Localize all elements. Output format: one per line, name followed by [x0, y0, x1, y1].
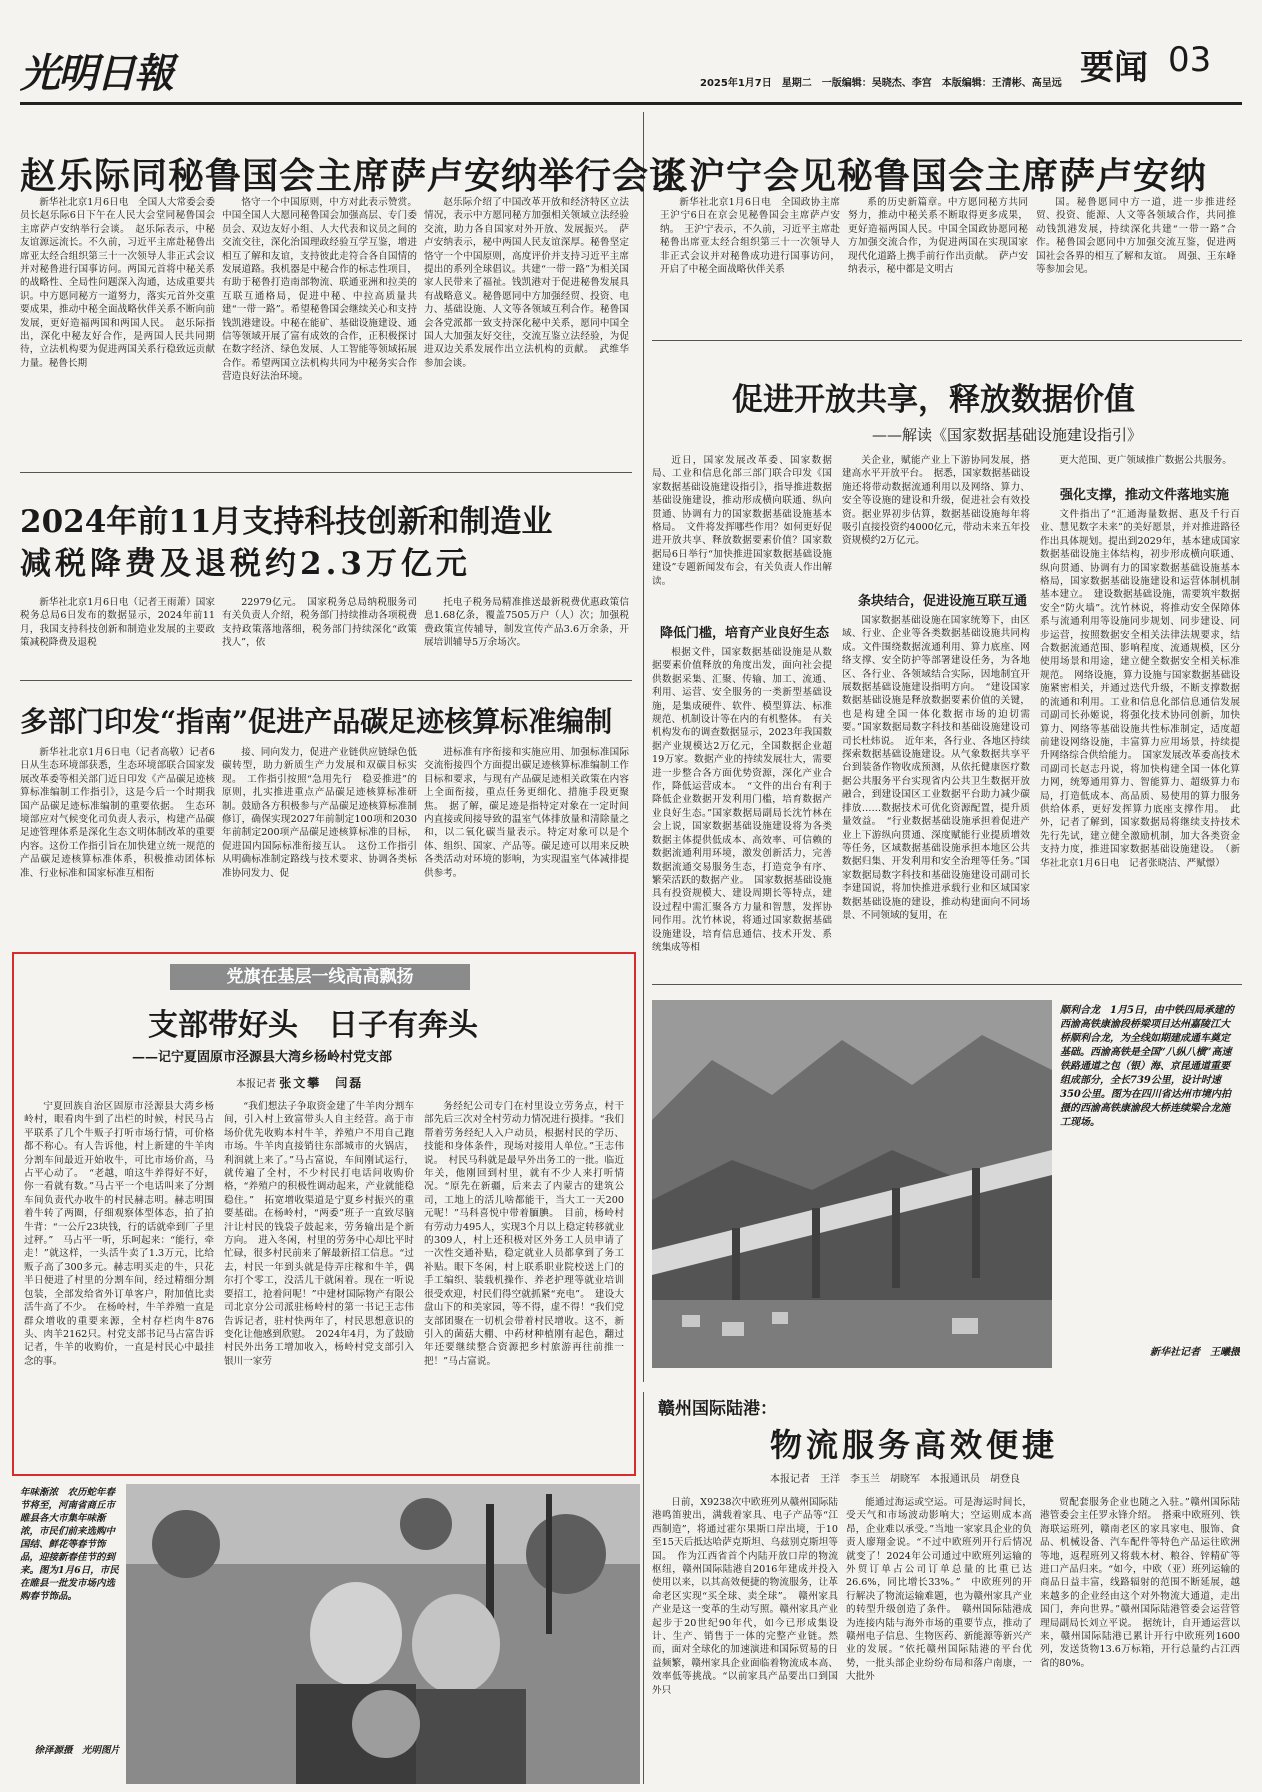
article-title: 促进开放共享，释放数据价值 — [732, 382, 1135, 418]
article-body: 新华社北京1月6日电 全国政协主席王沪宁6日在京会见秘鲁国会主席萨卢安纳。 王沪宁表示，不久前，习近平主席赴秘鲁出席亚太经合组织第三十一次领导人非正式会议并对秘鲁成功进行国事访问，开启了中秘全面战略伙伴关系 — [660, 197, 840, 276]
divider — [20, 680, 632, 681]
article-body: 新华社北京1月6日电（记者高敬）记者6日从生态环境部获悉，生态环境部联合国家发展改革委等相关部门近日印发《产品碳足迹核算标准编制工作指引》，这是今后一个时期我国产品碳足迹标准编制的重要依据。 生态环境部应对气候变化司负责人表示，构建产品碳足迹管理体系是深化生态文明体制改革的重要内容。这份工作指引旨在加快建立统一规范的产品碳足迹核算标准体系，积极推动团体标准、行业标准和国家标准互相衔 — [20, 747, 215, 879]
article-body: 更大范围、更广领域推广数据公共服务。 — [1059, 455, 1232, 466]
article-minihead: 降低门槛，培育产业良好生态 — [660, 626, 830, 641]
section-title: 要闻 — [1080, 48, 1148, 88]
divider — [652, 340, 1242, 341]
article-body: “我们想法子争取资金建了牛羊肉分割车间，引入村上致富带头人自主经营。高于市场价优先收购本村牛羊，养殖户不用自己跑市场。牛羊肉直接销往东部城市的火锅店，利润就上来了。”马占富说，车间刚试运行，就传遍了全村，不少村民打电话问收购价格，“养殖户的积极性调动起来，产业就能稳稳住。” 拓宽增收渠道是宁夏乡村振兴的重要基础。在杨岭村，“两委”班子一直致尽脑汁让村民的钱袋子鼓起来，劳务输出是个新方向。 进入冬闲，村里的劳务中心却比平时忙碌，很多村民前来了解最新招工信息。“过去，村民一年到头就是侍弄庄稼和牛羊，偶尔打个零工，没活儿干就闲着。现在一听说要招工，抢着问呢！”中建材国际物产有限公司北京分公司派驻杨岭村的第一书记王志伟告诉记者，驻村快两年了，村民思想意识的变化让他感到欣慰。 2024年4月，为了鼓励村民外出务工增加收入，杨岭村党支部引入银川一家劳 — [224, 1101, 414, 1367]
divider — [652, 984, 1242, 985]
article-body: 托电子税务局精准推送最新税费优惠政策信息1.68亿条，覆盖7505万户（人）次；加强税费政策宣传辅导，制发宣传产品3.6万余条，开展培训辅导5万余场次。 — [424, 597, 629, 649]
article-byline — [236, 1074, 363, 1091]
article-body: 系的历史新篇章。中方愿同秘方共同努力，推动中秘关系不断取得更多成果，更好造福两国人民。中国全国政协愿同秘方加强交流合作，为促进两国在实现国家现代化道路上携手前行作出贡献。 萨卢安纳表示，秘中都是文明古 — [848, 197, 1028, 276]
article-title: 支部带好头 日子有奔头 — [148, 1008, 478, 1043]
article-kicker: 赣州国际陆港： — [658, 1399, 777, 1419]
article-body: 宁夏回族自治区固原市泾源县大湾乡杨岭村，眼看肉牛到了出栏的时候，村民马占平联系了几个牛贩子打听市场行情，可价格都不称心。有人告诉他，村上新建的牛羊肉分割车间最近开始收牛，可比市场价高，马占平心动了。 “老越，咱这牛养得好不好，你一看就有数。”马占平一个电话叫来了分割车间负责代办收牛的村民赫志明。赫志明围着牛转了两圈，仔细观察体型体态，拍了拍牛背：“一公斤23块钱，行的话就牵到厂子里过秤。” 马占平一听，乐呵起来：“能行，牵走！”就这样，一头活牛卖了1.3万元，比给贩子高了300多元。赫志明买走的牛，只花半日便进了村里的分割车间，经过精细分割包装，全部发给省外订单客户，附加值比卖活牛高了不少。 在杨岭村，牛羊养殖一直是群众增收的重要来源，全村存栏肉牛876头、肉羊2162只。村党支部书记马占富告诉记者，牛羊的收购价，一直是村民心中最挂念的事。 — [24, 1101, 214, 1367]
article-subtitle: ——记宁夏固原市泾源县大湾乡杨岭村党支部 — [132, 1050, 393, 1065]
photo-credit: 新华社记者 王曦摄 — [1150, 1347, 1240, 1358]
byline-label: 本报记者 — [236, 1079, 276, 1090]
article-title: 多部门印发“指南”促进产品碳足迹核算标准编制 — [20, 705, 613, 738]
article-body: 文件指出了“汇通海量数据、惠及千行百业、慧见数字未来”的美好愿景，并对推进路径作出具体规划。提出到2029年，基本建成国家数据基础设施主体结构，初步形成横向联通、纵向贯通、协调有力的国家数据基础设施基本格局，国家数据基础设施建设和运营体制机制基本建立。 建设数据基础设施，需要筑牢数据安全“防火墙”。沈竹林说，将推动安全保障体系与流通利用等设施同步规划、同步建设、同步运营，按照数据安全相关法律法规要求，结合数据流通范围、影响程度、流通规模，区分使用场景和用途，建立健全数据安全相关标准规范。 网络设施，算力设施与国家数据基础设施紧密相关，并通过迭代升级，不断支撑数据的流通和利用。工业和信息化部信息通信发展司副司长孙姬说，将强化技术协同创新，加快算力、网络等基础设施共性标准制定，适度超前建设网络设施，丰富算力应用场景，持续提升网络综合供给能力。 国家发展改革委高技术司副司长赵志丹说，将加快构建全国一体化算力网，统筹通用算力、智能算力、超级算力布局，打造低成本、高品质、易使用的算力服务供给体系，更好发挥算力底座支撑作用。 此外，记者了解到，国家数据局将继续支持技术先行先试，建立健全激励机制，加大各类资金支持力度，推进国家数据基础设施建设。 （新华社北京1月6日电 记者张晓洁、严赋憬） — [1040, 509, 1240, 869]
photo-credit: 徐泽源摄 光明图片 — [34, 1745, 120, 1756]
article-body: 接、同向发力，促进产业链供应链绿色低碳转型，助力新质生产力发展和双碳目标实现。 工作指引按照“急用先行 稳妥推进”的原则，扎实推进重点产品碳足迹核算标准研制。鼓励各方积极参与产品碳足迹核算标准制修订，确保实现2027年前制定100项和2030年前制定200项产品碳足迹核算标准的目标，促进国内国际标准衔接互认。 这份工作指引从明确标准制定路线与技术要求、协调各类标准协同发力、促 — [222, 747, 417, 879]
article-body: 根据文件，国家数据基础设施是从数据要素价值释放的角度出发，面向社会提供数据采集、汇聚、传输、加工、流通、利用、运营、安全服务的一类新型基础设施，是集成硬件、软件、模型算法、标准规范、机制设计等在内的有机整体。 有关机构发布的调查数据显示，2023年我国数据产业规模达2万亿元，全国数据企业超19万家。数据产业的持续发展壮大，需要进一步整合各方面优势资源，深化产业合作，降低运营成本。 “文件的出台有利于降低企业数据开发利用门槛，培育数据产业良好生态。”国家数据局副局长沈竹林在会上说，国家数据基础设施建设将为各类数据主体提供低成本、高效率、可信赖的数据流通利用环境，激发创新活力，完善数据流通交易服务生态，打造竞争有序、繁荣活跃的数据产业。 国家数据基础设施具有投资规模大、建设周期长等特点，建设过程中需汇聚各方力量和智慧，发挥协同作用。沈竹林说，将通过国家数据基础设施建设，培育信息通信、技术开发、系统集成等相 — [652, 647, 832, 953]
article-body: 22979亿元。 国家税务总局纳税服务司有关负责人介绍，税务部门持续推动各项税费支持政策落地落细，税务部门持续深化“政策找人”，依 — [222, 597, 417, 649]
news-photo-market — [126, 1484, 640, 1784]
masthead-rule — [20, 102, 1242, 105]
article-body: 近日，国家发展改革委、国家数据局、工业和信息化部三部门联合印发《国家数据基础设施建设指引》，指导推进数据基础设施建设，推动形成横向联通、纵向贯通、协调有力的国家数据基础设施基本格局。 文件将发挥哪些作用？如何更好促进开放共享、释放数据要素价值？国家数据局6日举行“加快推进国家数据基础设施建设”专题新闻发布会，有关负责人作出解读。 — [652, 455, 832, 587]
article-title-line1: 2024年前11月支持科技创新和制造业 — [20, 504, 553, 540]
article-minihead: 条块结合，促进设施互联互通 — [858, 594, 1028, 609]
article-body: 务经纪公司专门在村里设立劳务点，村干部先后三次对全村劳动力情况进行摸排。“我们帮着劳务经纪人入户动员，根据村民的学历、技能和身体条件，现场对接用人单位。”王志伟说。 村民马科就是最早外出务工的一批。临近年关，他刚回到村里，就有不少人来打听情况。“原先在新疆，后来去了内蒙古的建筑公司，工地上的活儿啥都能干，当大工一天200元呢！”马科喜悦中带着腼腆。 目前，杨岭村有劳动力495人，实现3个月以上稳定转移就业的309人，村上还积极对区外务工人员申请了一次性交通补贴，稳定就业人员都拿到了务工补贴。眼下冬闲，村上联系职业院校送上门的手工编织、装载机操作、养老护理等就业培训很受欢迎，村民们得空就抓紧“充电”。 建设大盘山下的和美家园，等不得，虚不得！“我们党支部团聚在一切机会带着村民增收。这不，新引入的菌菇大棚、中药材种植刚有起色，翻过年还要继续整合资源把乡村旅游再往前推一把！”马占富说。 — [424, 1101, 624, 1367]
news-photo-bridge — [652, 1000, 1052, 1368]
column-tag: 党旗在基层一线高高飘扬 — [170, 964, 470, 990]
photo-caption: 顺利合龙 1月5日，由中铁四局承建的西渝高铁康渝段桥梁项目达州嘉陵江大桥顺利合龙，为全线如期建成通车奠定基础。西渝高铁是全国“八纵八横”高速铁路通道之包（银）海、京昆通道重要组成部分，全长739公里，设计时速350公里。图为在四川省达州市境内拍摄的西渝高铁康渝段大桥连续梁合龙施工现场。 — [1060, 1005, 1234, 1128]
article-byline: 本报记者 王洋 李玉兰 胡晓军 本报通讯员 胡登良 — [770, 1474, 1020, 1485]
masthead-logo: 光明日報 — [20, 50, 172, 97]
article-body: 日前，X9238次中欧班列从赣州国际陆港鸣笛驶出，满载着家具、电子产品等“江西制造”，将通过霍尔果斯口岸出境，于10至15天后抵达哈萨克斯坦、乌兹别克斯坦等国。 作为江西省首个内陆开放口岸的物流枢纽，赣州国际陆港自2016年建成并投入使用以来，以其高效便捷的物流服务，让革命老区实现“买全球、卖全球”。 赣州家具产业是这一变革的生动写照。赣州家具产业起步于20世纪90年代，如今已形成集设计、生产、销售于一体的完整产业链。然而，面对全球化的加速演进和国际贸易的日益频繁，赣州家具企业面临着物流成本高、效率低等挑战。“以前家具产品要出口到国外只 — [652, 1497, 838, 1696]
article-body: 赵乐际介绍了中国改革开放和经济特区立法情况，表示中方愿同秘方加强相关领域立法经验交流，助力各自国家对外开放、发展振兴。 萨卢安纳表示，秘中两国人民友谊深厚。秘鲁坚定恪守一个中国原则，高度评价并支持习近平主席提出的系列全球倡议。共建“一带一路”为相关国家人民带来了福祉。钱凯港对于促进秘鲁发展具有战略意义。秘鲁愿同中方加强经贸、投资、电力、基础设施、人文等各领域互利合作。秘鲁国会各党派都一致支持深化秘中关系，愿同中国全国人大加强友好交往，交流互鉴立法经验，为促进双边关系发展作出立法机构的贡献。 武维华参加会谈。 — [424, 197, 629, 369]
article-body: 能通过海运或空运。可是海运时间长，受天气和市场波动影响大；空运则成本高昂，企业难以承受。”当地一家家具企业的负责人廖翔金说。“不过中欧班列开行后情况就变了！2024年公司通过中欧班列运输的外贸订单占公司订单总量的比重已达26.6%，同比增长33%。” 中欧班列的开行解决了物流运输难题，也为赣州家具产业的转型升级创造了条件。 赣州国际陆港成为连接内陆与海外市场的重要节点，推动了赣州电子信息、生物医药、新能源等新兴产业的发展。“依托赣州国际陆港的平台优势，一批头部企业纷纷布局和落户南康，一大批外 — [846, 1497, 1032, 1683]
article-body: 新华社北京1月6日电（记者王雨萧）国家税务总局6日发布的数据显示，2024年前11月，我国支持科技创新和制造业发展的主要政策减税降费及退税 — [20, 597, 215, 649]
divider — [20, 472, 632, 473]
article-body: 关企业，赋能产业上下游协同发展，搭建高水平开放平台。 据悉，国家数据基础设施还将带动数据流通利用以及网络、算力、安全等设施的建设和升级，促进社会有效投资。据业界初步估算，数据基础设施每年将吸引直接投资约4000亿元，带动未来五年投资规模约2万亿元。 — [842, 455, 1030, 547]
column-divider — [643, 112, 644, 1382]
page-number: 03 — [1168, 40, 1212, 80]
article-body: 进标准有序衔接和实施应用、加强标准国际交流衔接四个方面提出碳足迹核算标准编制工作目标和要求，与现有产品碳足迹相关政策在内容上全面衔接，重点任务更细化、措施手段更聚焦。 据了解，碳足迹是指特定对象在一定时间内直接或间接导致的温室气体排放量和清除量之和，以二氧化碳当量表示。特定对象可以是个体、组织、国家、产品等。碳足迹可以用来反映各类活动对环境的影响，为实现温室气体减排提供参考。 — [424, 747, 629, 879]
byline-names: 张文攀 闫磊 — [279, 1076, 364, 1090]
article-title-line2: 减税降费及退税约2.3万亿元 — [20, 546, 471, 582]
market-photo-illustration — [126, 1484, 640, 1784]
article-title: 王沪宁会见秘鲁国会主席萨卢安纳 — [652, 155, 1208, 197]
article-title: 物流服务高效便捷 — [770, 1426, 1059, 1464]
bridge-photo-illustration — [652, 1000, 1052, 1368]
article-subtitle: ——解读《国家数据基础设施建设指引》 — [872, 426, 1143, 444]
article-body: 恪守一个中国原则，中方对此表示赞赏。中国全国人大愿同秘鲁国会加强高层、专门委员会、双边友好小组、人大代表和议员之间的交流交往，深化治国理政经验互学互鉴，增进相互了解和友谊，支持彼此走符合各自国情的发展道路。我机器是中秘合作的标志性项目，有助于秘鲁打造南部物流、联通亚洲和拉美的互联互通格局，促进中秘、中拉高质量共建“一带一路”。希望秘鲁国会继续关心和支持钱凯港建设。中秘在能矿、基础设施建设、通信等领域开展了富有成效的合作，正积极探讨在数字经济、绿色发展、人工智能等领域拓展合作。希望两国立法机构共同为中秘务实合作营造良好法治环境。 — [222, 197, 417, 383]
article-body: 贸配套服务企业也随之入驻。”赣州国际陆港管委会主任罗永锋介绍。 搭乘中欧班列、铁海联运班列，赣南老区的家具家电、服饰、食品、机械设备、汽车配件等特色产品运往欧洲等地，返程班列又将载木材、粮谷、锌精矿等进口产品归来。“如今，中欧（亚）班列运输的商品日益丰富，线路辐射的范围不断延展，越来越多的企业经由这个对外物流大通道，走出国门，奔向世界。”赣州国际陆港管委会运营管理局副局长刘立平说。 据统计，自开通运营以来，赣州国际陆港已累计开行中欧班列1600列，发送货物13.6万标箱，开行总量约占江西省的80%。 — [1040, 1497, 1240, 1669]
article-title: 赵乐际同秘鲁国会主席萨卢安纳举行会谈 — [20, 155, 687, 197]
article-body: 国。秘鲁愿同中方一道，进一步推进经贸、投资、能源、人文等各领域合作，共同推动钱凯港发展，持续深化共建“一带一路”合作。秘鲁国会愿同中方加强交流互鉴，促进两国社会各界的相互了解和友谊。 周强、王东峰等参加会见。 — [1036, 197, 1236, 276]
article-minihead: 强化支撑，推动文件落地实施 — [1060, 488, 1230, 503]
photo-caption: 年味渐浓 农历蛇年春节将至，河南省商丘市睢县各大市集年味渐浓，市民们前来选购中国结、鲜花等春节饰品，迎接新春佳节的到来。图为1月6日，市民在睢县一批发市场内选购春节饰品。 — [20, 1487, 119, 1602]
column-divider — [643, 1392, 644, 1784]
article-body: 国家数据基础设施在国家统筹下，由区域、行业、企业等各类数据基础设施共同构成。文件围绕数据流通利用、算力底座、网络支撑、安全防护等部署建设任务，为各地区、各行业、各领域结合实际，因地制宜开展数据基础设施建设指明方向。 “建设国家数据基础设施是释放数据要素价值的关键，也是构建全国一体化数据市场的迫切需要。”国家数据局数字科技和基础设施建设司司长杜炜说。 近年来，各行业、各地区持续探索数据基础设施建设。从气象数据共享平台到装备作物收成预测，从依托健康医疗数据公共服务平台实现省内公共卫生数据开放融合，到建设国区工业数据平台助力减少碳排放……数据技术可优化资源配置，提升质量效益。 “行业数据基础设施承担着促进产业上下游纵向贯通、深度赋能行业提质增效等任务，区域数据基础设施承担本地区公共数据归集、开发利用和安全治理等任务。”国家数据局数字科技和基础设施建设司副司长李建国说，将加快推进承载行业和区域国家数据基础设施的建设，推动构建面向不同场景、不同领域的复用，在 — [842, 615, 1030, 921]
article-body: 新华社北京1月6日电 全国人大常委会委员长赵乐际6日下午在人民大会堂同秘鲁国会主席萨卢安纳举行会谈。 赵乐际表示，中秘友谊源远流长。不久前，习近平主席赴秘鲁出席亚太经合组织第三十一次领导人非正式会议并对秘鲁进行国事访问。两国元首将中秘关系的战略性、全局性问题深入沟通，达成重要共识。中方愿同秘方一道努力，落实元首外交重要成果，推动中秘全面战略伙伴关系不断向前发展，更好造福两国和两国人民。 赵乐际指出，深化中秘友好合作，是两国人民共同期待，立法机构要为促进两国关系行稳致远贡献力量。秘鲁长期 — [20, 197, 215, 369]
dateline: 2025年1月7日 星期二 一版编辑：吴晓杰、李宫 本版编辑：王清彬、高呈远 — [700, 78, 1062, 89]
